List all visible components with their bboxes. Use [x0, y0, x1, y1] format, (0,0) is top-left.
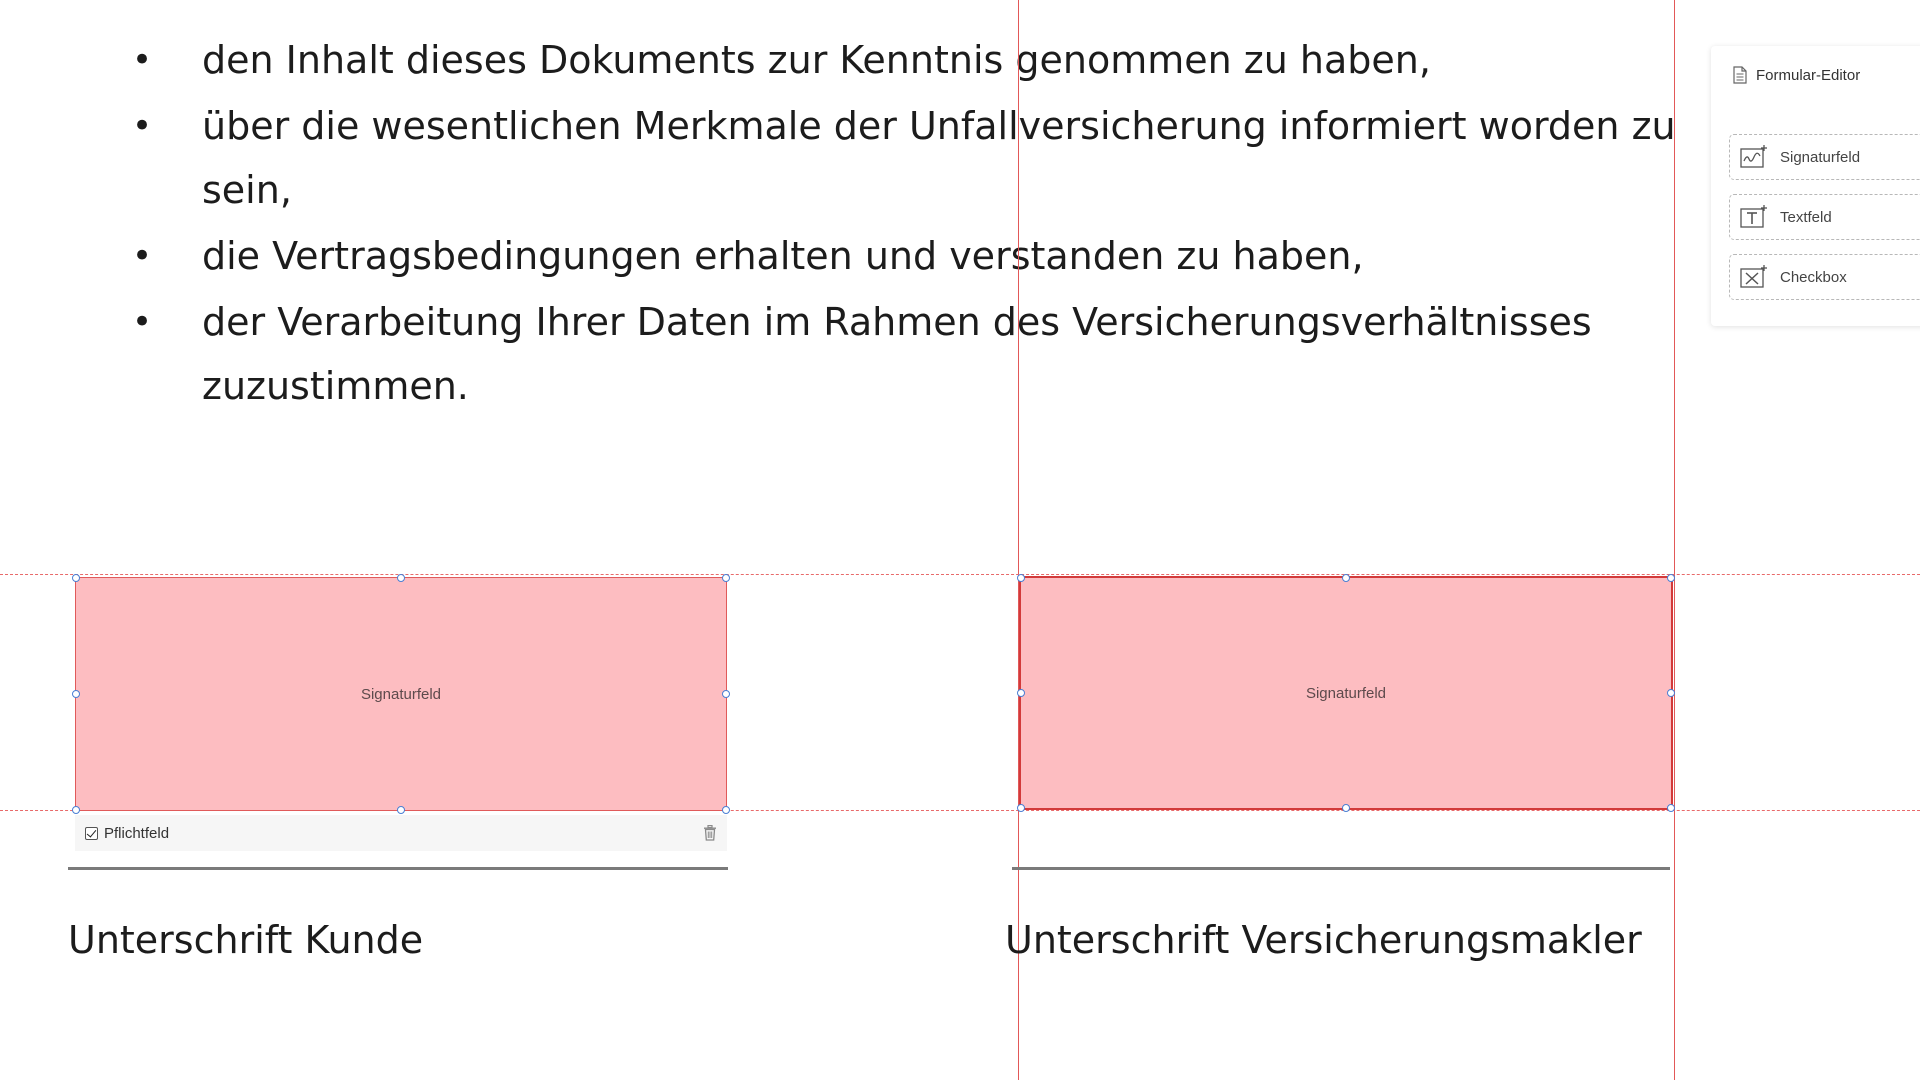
bullet-icon: • — [132, 106, 153, 146]
bullet-item — [120, 290, 1700, 418]
bullet-icon: • — [132, 302, 153, 342]
bullet-item — [120, 28, 1700, 92]
form-editor-panel — [1711, 46, 1920, 326]
resize-handle-bottom-left[interactable] — [1017, 804, 1025, 812]
tool-signature-field[interactable] — [1729, 134, 1920, 180]
resize-handle-top-left[interactable] — [72, 574, 80, 582]
form-editor-title: Formular-Editor — [1756, 66, 1861, 84]
resize-handle-bottom-right[interactable] — [722, 806, 730, 814]
bullet-item — [120, 94, 1700, 222]
caption-broker: Unterschrift Versicherungsmakler — [1005, 918, 1642, 962]
caption-customer: Unterschrift Kunde — [68, 918, 424, 962]
signature-field-broker[interactable] — [1019, 576, 1673, 810]
horizontal-guide-line — [0, 574, 1920, 575]
resize-handle-bottom[interactable] — [1342, 804, 1350, 812]
resize-handle-bottom-left[interactable] — [72, 806, 80, 814]
signature-line-broker — [1012, 867, 1670, 870]
resize-handle-top-right[interactable] — [722, 574, 730, 582]
checkbox-tool-icon — [1740, 264, 1768, 290]
resize-handle-left[interactable] — [1017, 689, 1025, 697]
bullet-icon: • — [132, 236, 153, 276]
resize-handle-left[interactable] — [72, 690, 80, 698]
form-editor-header — [1733, 66, 1860, 84]
signature-field-label: Signaturfeld — [1305, 684, 1387, 702]
tool-text-field[interactable] — [1729, 194, 1920, 240]
tool-label: Signaturfeld — [1780, 148, 1861, 166]
resize-handle-top[interactable] — [1342, 574, 1350, 582]
tool-label: Checkbox — [1780, 268, 1847, 286]
signature-field-label: Signaturfeld — [360, 685, 442, 703]
text-tool-icon — [1740, 204, 1768, 230]
resize-handle-top[interactable] — [397, 574, 405, 582]
bullet-text: die Vertragsbedingungen erhalten und verstanden zu haben, — [202, 234, 1364, 278]
required-checkbox[interactable] — [85, 827, 98, 840]
resize-handle-bottom-right[interactable] — [1667, 804, 1675, 812]
signature-tool-icon — [1740, 144, 1768, 170]
trash-icon[interactable] — [703, 825, 717, 841]
tool-checkbox[interactable] — [1729, 254, 1920, 300]
tool-label: Textfeld — [1780, 208, 1832, 226]
document-icon — [1733, 66, 1747, 84]
bullet-text: der Verarbeitung Ihrer Daten im Rahmen des Versicherungsverhältnisses zuzustimmen. — [202, 300, 1592, 408]
consent-bullet-list — [120, 28, 1700, 420]
signature-field-customer[interactable] — [75, 577, 727, 811]
bullet-text: den Inhalt dieses Dokuments zur Kenntnis genommen zu haben, — [202, 38, 1431, 82]
bullet-item — [120, 224, 1700, 288]
resize-handle-right[interactable] — [1667, 689, 1675, 697]
resize-handle-right[interactable] — [722, 690, 730, 698]
resize-handle-bottom[interactable] — [397, 806, 405, 814]
bullet-icon: • — [132, 40, 153, 80]
bullet-text: über die wesentlichen Merkmale der Unfallversicherung informiert worden zu sein, — [202, 104, 1676, 212]
resize-handle-top-right[interactable] — [1667, 574, 1675, 582]
required-label: Pflichtfeld — [104, 824, 170, 842]
resize-handle-top-left[interactable] — [1017, 574, 1025, 582]
field-options-toolbar — [75, 815, 727, 851]
signature-line-customer — [68, 867, 728, 870]
